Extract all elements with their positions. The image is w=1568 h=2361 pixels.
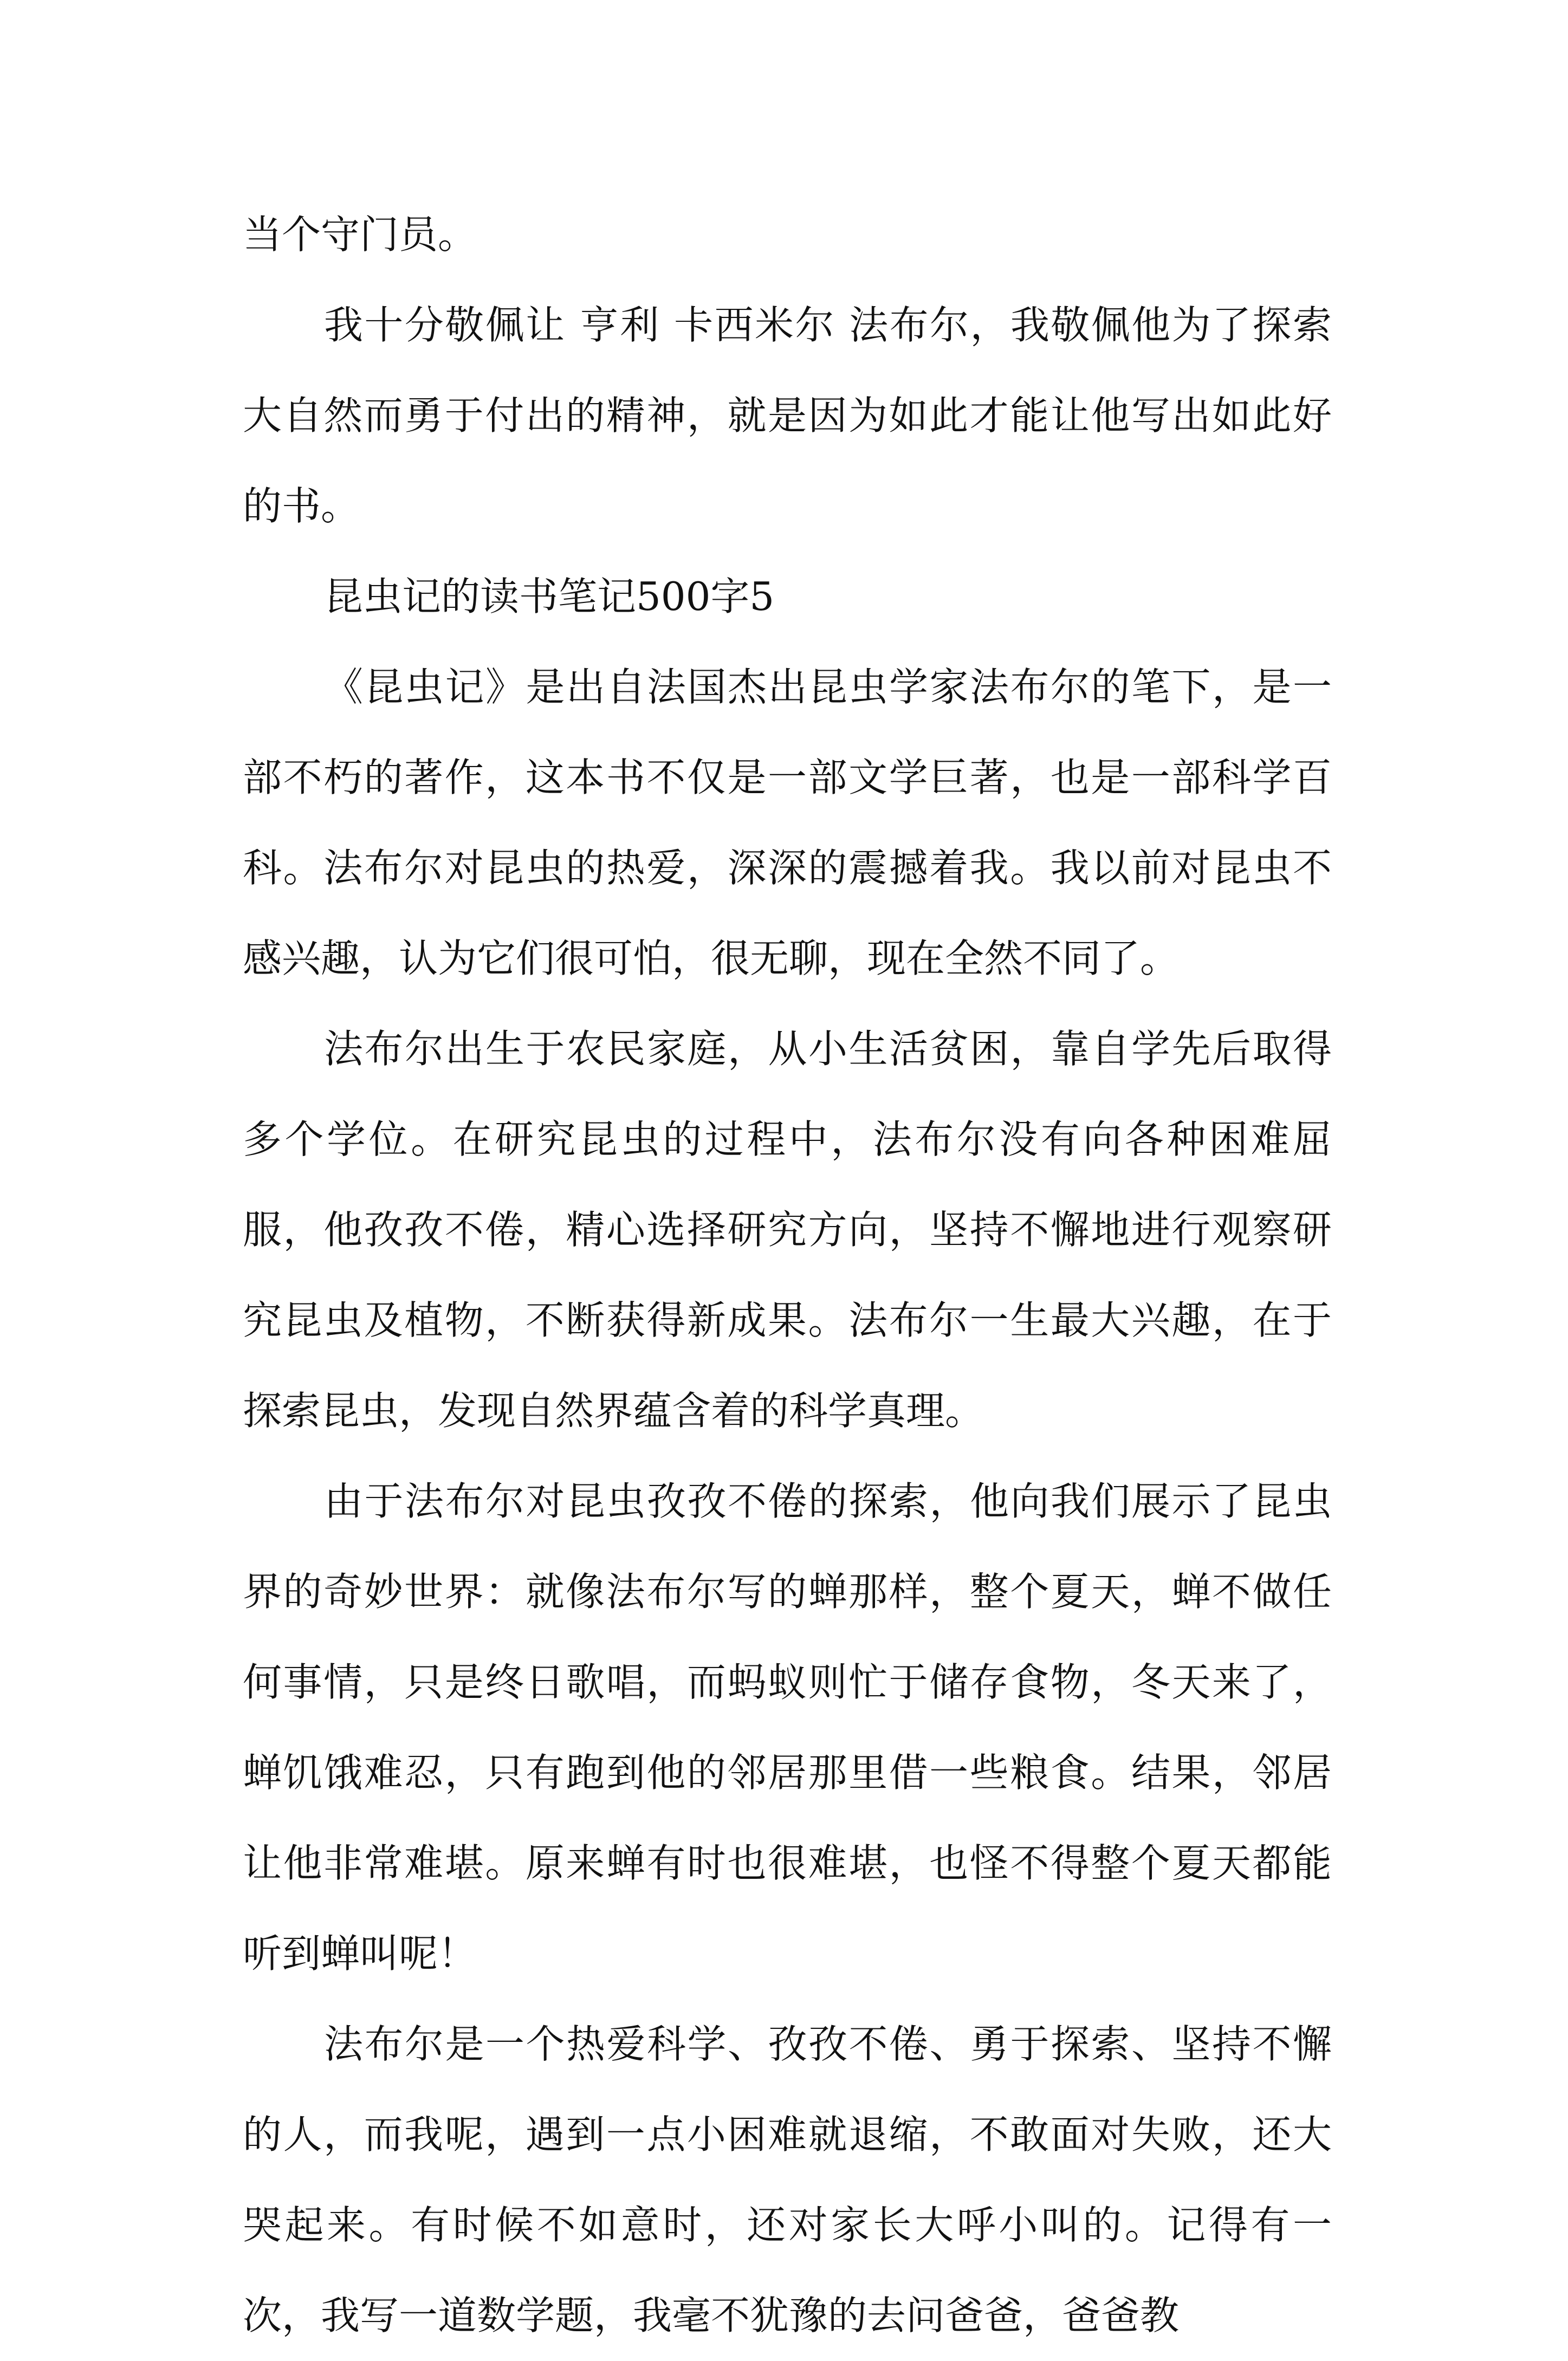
paragraph: 由于法布尔对昆虫孜孜不倦的探索，他向我们展示了昆虫界的奇妙世界：就像法布尔写的蝉那样，整个夏天，蝉不做任何事情，只是终日歌唱，而蚂蚁则忙于储存食物，冬天来了，蝉饥饿难忍，只有跑到他的邻居那里借一些粮食。结果，邻居让他非常难堪。原来蝉有时也很难堪，也怪不得整个夏天都能听到蝉叫呢！: [243, 1478, 1332, 1976]
paragraph-continuation: 当个守门员。: [243, 212, 477, 257]
paragraph: 法布尔是一个热爱科学、孜孜不倦、勇于探索、坚持不懈的人，而我呢，遇到一点小困难就退缩，不敢面对失败，还大哭起来。有时候不如意时，还对家长大呼小叫的。记得有一次，我写一道数学题，我毫不犹豫的去问爸爸，爸爸教: [243, 2021, 1332, 2338]
paragraph: 我十分敬佩让 亨利 卡西米尔 法布尔，我敬佩他为了探索大自然而勇于付出的精神，就是因为如此才能让他写出如此好的书。: [243, 302, 1332, 529]
section-heading: 昆虫记的读书笔记500字5: [324, 574, 775, 619]
paragraph: 法布尔出生于农民家庭，从小生活贫困，靠自学先后取得多个学位。在研究昆虫的过程中，法布尔没有向各种困难屈服，他孜孜不倦，精心选择研究方向，坚持不懈地进行观察研究昆虫及植物，不断获得新成果。法布尔一生最大兴趣，在于探索昆虫，发现自然界蕴含着的科学真理。: [243, 1026, 1332, 1434]
document-body: [243, 190, 1332, 2361]
paragraph: 《昆虫记》是出自法国杰出昆虫学家法布尔的笔下，是一部不朽的著作，这本书不仅是一部文学巨著，也是一部科学百科。法布尔对昆虫的热爱，深深的震撼着我。我以前对昆虫不感兴趣，认为它们很可怕，很无聊，现在全然不同了。: [243, 664, 1332, 981]
